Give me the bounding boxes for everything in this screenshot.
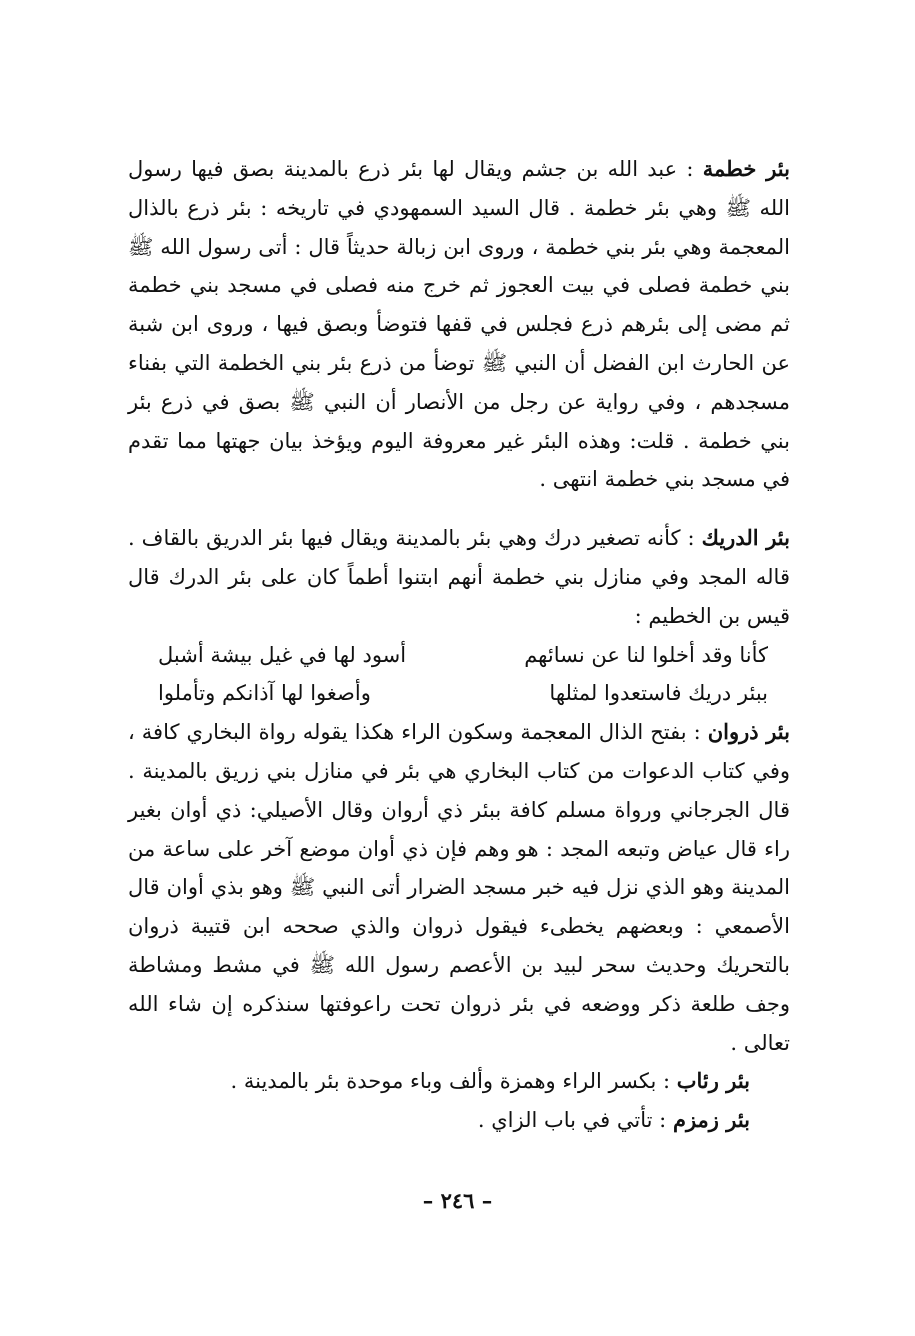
entry-text: : عبد الله بن جشم ويقال لها بئر ذرع بالمدينة بصق فيها رسول الله ﷺ وهي بئر خطمة . قال السيد السمهودي في تاريخه : بئر ذرع بالذال المعجمة وهي بئر بني خطمة ، وروى ابن زبالة حديثاً قال : أتى رسول الله ﷺ بني خطمة فصلى في بيت العجوز ثم خرج منه فصلى في مسجد بني خطمة ثم مضى إلى بئرهم ذرع فجلس في قفها فتوضأ وبصق فيها ، وروى ابن شبة عن الحارث ابن الفضل أن النبي ﷺ توضأ من ذرع بئر بني الخطمة التي بفناء مسجدهم ، وفي رواية عن رجل من الأنصار أن النبي ﷺ بصق في ذرع بئر بني خطمة . قلت: وهذه البئر غير معروفة اليوم ويؤخذ بيان جهتها مما تقدم في مسجد بني خطمة انتهى . (128, 157, 790, 492)
page-number: – ٢٤٦ – (422, 1188, 493, 1213)
poem-verse (128, 674, 790, 713)
entry-text: : كأنه تصغير درك وهي بئر بالمدينة ويقال فيها بئر الدريق بالقاف . قاله المجد وفي منازل بني خطمة أنهم ابتنوا أطماً كان على بئر الدرك قال قيس بن الخطيم : (128, 526, 790, 628)
entry-term: بئر رئاب (676, 1068, 750, 1094)
entry-bir-dharwan (128, 713, 790, 1062)
entry-text: : تأتي في باب الزاي . (477, 1108, 667, 1133)
paragraph-gap (128, 499, 790, 519)
verse-second-hemistich: وأصغوا لها آذانكم وتأملوا (158, 681, 371, 706)
entry-term: بئر خطمة (702, 156, 790, 181)
verse-first-hemistich: كأنا وقد أخلوا لنا عن نسائهم (524, 642, 768, 667)
entry-text: : بكسر الراء وهمزة وألف وباء موحدة بئر بالمدينة . (230, 1069, 671, 1094)
entry-bir-al-durayk (128, 519, 790, 635)
entry-text: : بفتح الذال المعجمة وسكون الراء هكذا يقوله رواة البخاري كافة ، وفي كتاب الدعوات من كتاب البخاري هي بئر في منازل بني زريق بالمدينة . قال الجرجاني ورواة مسلم كافة ببئر ذي أروان وقال الأصيلي: ذي أوان بغير راء قال عياض وتبعه المجد : هو وهم فإن ذي أوان موضع آخر على ساعة من المدينة وهو الذي نزل فيه خبر مسجد الضرار أتى النبي ﷺ وهو بذي أوان قال الأصمعي : وبعضهم يخطىء فيقول ذروان والذي صححه ابن قتيبة ذروان بالتحريك وحديث سحر لبيد بن الأعصم رسول الله ﷺ في مشط ومشاطة وجف طلعة ذكر ووضعه في بئر ذروان تحت راعوفتها سنذكره إن شاء الله تعالى . (128, 720, 790, 1055)
entry-term: بئر ذروان (707, 719, 790, 745)
entry-bir-khatma (128, 150, 790, 499)
verse-second-hemistich: أسود لها في غيل بيشة أشبل (158, 642, 407, 667)
entry-term: بئر زمزم (672, 1107, 750, 1133)
poem-verse (128, 636, 790, 675)
page-body (128, 150, 790, 1140)
verse-first-hemistich: ببئر دريك فاستعدوا لمثلها (549, 681, 768, 706)
entry-bir-riab (128, 1062, 790, 1101)
entry-term: بئر الدريك (701, 525, 790, 551)
entry-bir-zamzam (128, 1101, 790, 1140)
